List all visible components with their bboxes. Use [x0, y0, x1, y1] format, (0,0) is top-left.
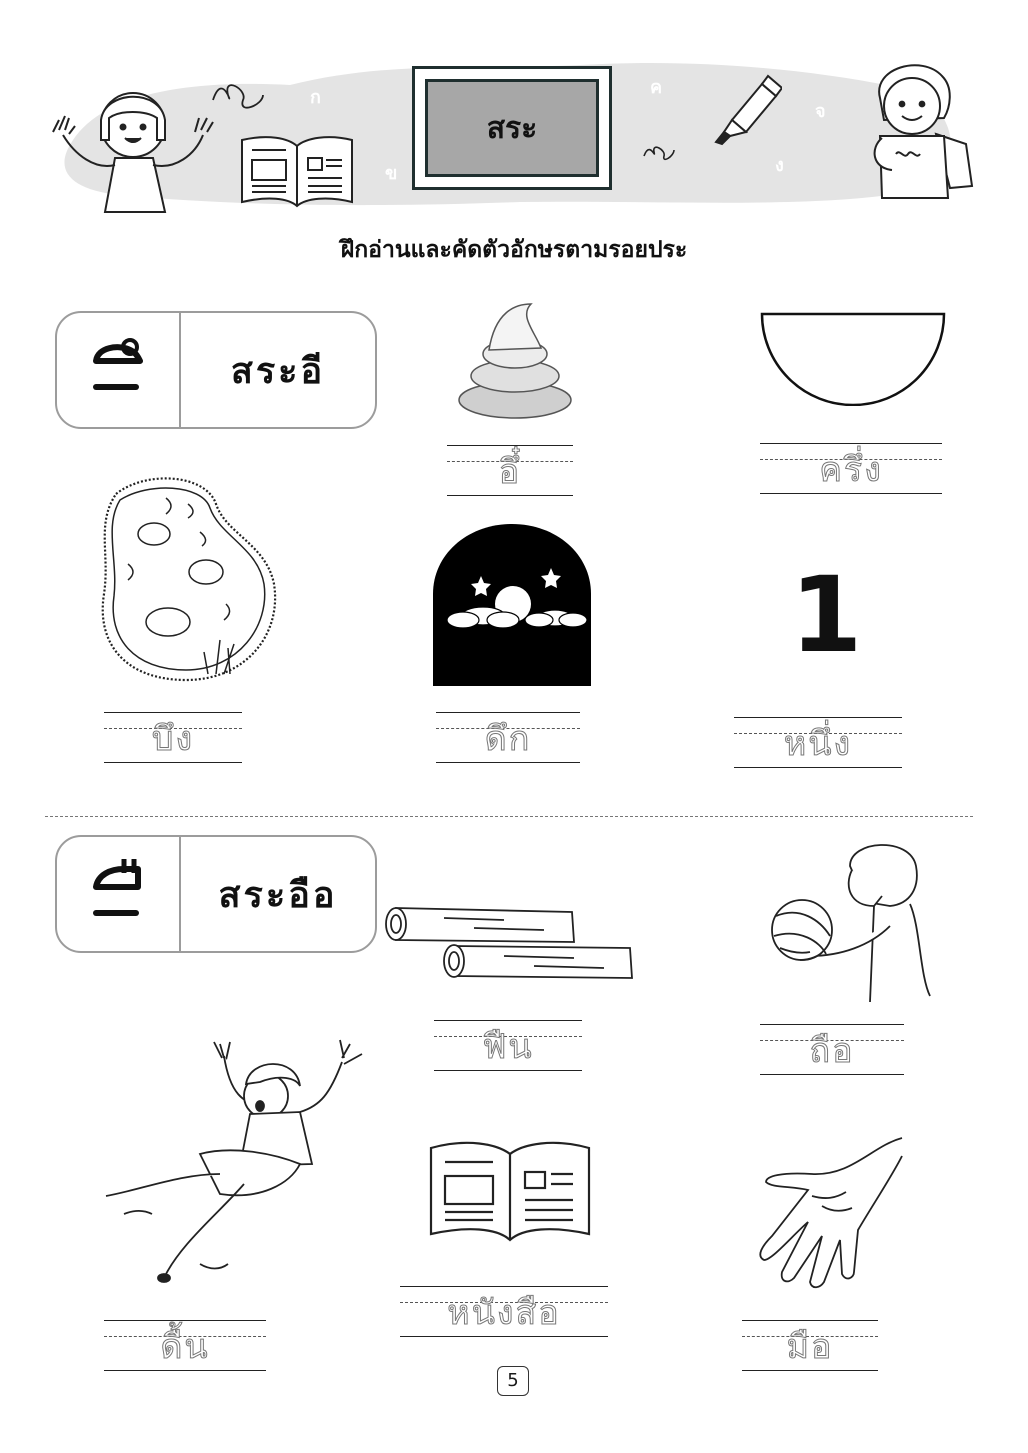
trace-word: อึ๋: [498, 452, 522, 492]
swirl-doodle: [208, 70, 268, 110]
trace-word: ดื้น: [160, 1327, 210, 1367]
vowel-name: สระอี: [230, 350, 326, 392]
sara-uee-glyph: [88, 859, 148, 929]
decor-letter: ก: [310, 87, 321, 108]
trace-word-box: [760, 1024, 904, 1076]
decor-letter: ค: [650, 77, 663, 98]
boy-holding-ball-illustration: [770, 836, 932, 1002]
pond-illustration: [96, 474, 282, 686]
vowel-symbol-sara-uee: [57, 837, 179, 951]
trace-word-box: [447, 445, 573, 497]
open-book-picture: [427, 1138, 593, 1246]
trace-word: หนึ่ง: [783, 724, 853, 764]
trace-word-box: [400, 1286, 608, 1338]
trace-word-box: [436, 712, 580, 764]
decor-letter: จ: [815, 101, 826, 122]
trace-word-box: [434, 1020, 582, 1072]
jumping-girl-illustration: [100, 1034, 366, 1284]
trace-word-box: [742, 1320, 878, 1372]
trace-word: ถือ: [809, 1031, 855, 1071]
trace-word-box: [734, 717, 902, 769]
sara-ii-glyph: [88, 335, 148, 405]
boy-with-backpack-illustration: [862, 58, 980, 206]
instruction-text: ฝึกอ่านและคัดตัวอักษรตามรอยประ: [340, 237, 688, 263]
trace-word-box: [104, 1320, 266, 1372]
chalkboard: [412, 66, 612, 190]
vowel-card-sara-uee: [55, 835, 377, 953]
number-one-picture: 1: [790, 554, 863, 676]
vowel-name: สระอือ: [218, 874, 338, 916]
swirl-doodle: [640, 138, 680, 162]
vowel-card-sara-ii: [55, 311, 377, 429]
decor-letter: ข: [385, 163, 398, 184]
girl-waving-illustration: [45, 80, 215, 215]
marker-pen-icon: [702, 70, 782, 150]
vowel-symbol-sara-ii: [57, 313, 179, 427]
trace-word: ครึ่ง: [819, 450, 883, 490]
open-book-icon: [238, 134, 356, 212]
trace-word: หนังสือ: [447, 1293, 561, 1333]
decor-letter: ง: [775, 155, 784, 176]
trace-word: ฟืน: [482, 1027, 534, 1067]
trace-word: ดึก: [484, 719, 532, 759]
trace-word: มือ: [786, 1327, 834, 1367]
firewood-logs-illustration: [384, 902, 636, 982]
half-circle-shape: [758, 310, 948, 406]
trace-word: บึง: [151, 719, 195, 759]
section-divider: [45, 816, 973, 817]
poop-illustration: [455, 302, 575, 420]
page-number: 5: [497, 1366, 529, 1396]
hand-illustration: [752, 1136, 904, 1290]
trace-word-box: [104, 712, 242, 764]
board-title: สระ: [425, 79, 599, 177]
trace-word-box: [760, 443, 942, 495]
night-sky-illustration: [433, 524, 591, 686]
